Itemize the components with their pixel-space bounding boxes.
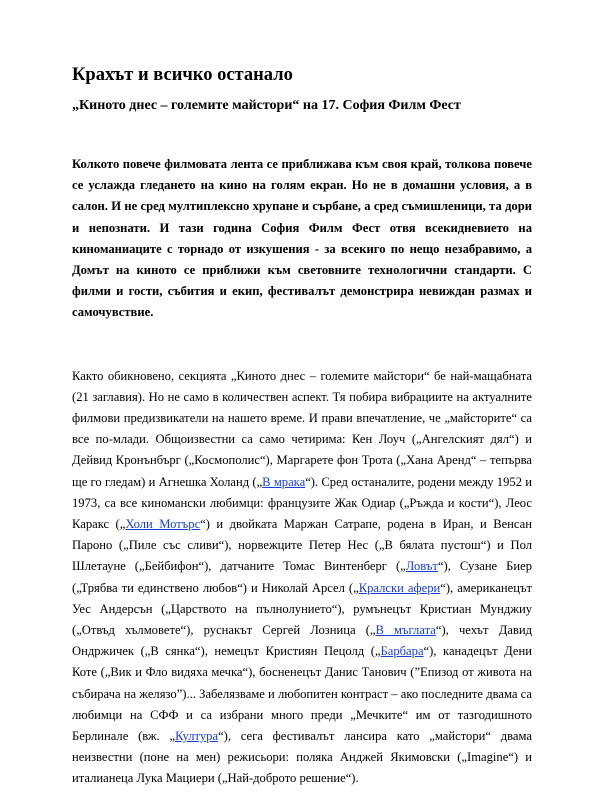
article [72,62,532,790]
body-text: “), Сузане Биер („Трябва ти единствено любов“) и Николай Арсел („ [72,559,532,595]
body-text: “) и двойката Маржан Сатрапе, родена в Иран, и Венсан Пароно („Пиле със сливи“), норвежците Петер Нес („В бялата пустош“) и Пол Шлетауне („Бейбифон“), датчаните Томас Винтенберг („ [72,517,532,574]
lead-paragraph: Колкото повече филмовата лента се приближава към своя край, толкова повече се услажда гледането на кино на голям екран. Но не в домашни условия, а в салон. И не сред мултиплексно хрупане и сърбане, а сред съмишленици, та дори и непознати. И тази година София Филм Фест отвя всекидневието на киноманиаците с торнадо от изкушения - за всекиго по нещо незабравимо, а Домът на киното се приближи към световните технологични стандарти. С филми и гости, събития и екип, фестивалът демонстрира невиждан размах и самочувствие. [72,157,532,320]
body-text: “), чехът Давид Ондржичек („В сянка“), немецът Кристиян Пецолд („ [72,623,532,659]
link-lovat[interactable]: Ловът [405,559,438,574]
body-paragraph [72,366,532,790]
article-title: Крахът и всичко останало [72,65,293,85]
link-barbara[interactable]: Барбара [380,644,424,659]
body-text: “). Сред останалите, родени между 1952 и 1973, са все киномански любимци: французите Жак Одиар („Ръжда и кости“), Леос Каракс („ [72,474,532,532]
body-text: “), американецът Уес Андерсън („Царството на пълнолунието“), румънецът Кристиан Мунджиу („Отвъд хълмовете“), руснакът Сергей Лозница („ [72,580,533,638]
link-kralski-aferi[interactable]: Кралски афери [358,580,441,595]
link-v-maglata[interactable]: В мъглата [375,623,436,638]
body-text: “), сега фестивалът лансира като „майстори“ двама неизвестни (поне на мен) режисьори: поляка Анджей Якимовски („Imagine“) и италианеца Лука Мациери („Най-доброто решение“). [72,729,532,786]
body-text: Както обикновено, секцията „Киното днес – големите майстори“ бе най-мащабната (21 заглавия). Но не само в количествен аспект. Тя побира вибрациите на актуалните филмови предизвикатели на нашето време. И прави впечатление, че „майсторите“ са все по-млади. Общоизвестни са само четирима: Кен Лоуч („Ангелският дял“) и Дейвид Кронънбърг („Космополис“), Маргарете фон Трота („Хана Аренд“ – тепърва ще го гледам) и Агнешка Холанд („ [72,368,532,489]
link-holi-motars[interactable]: Холи Мотърс [125,517,201,532]
link-kultura[interactable]: Култура [175,729,219,744]
body-text: “), канадецът Дени Коте („Вик и Фло видяха мечка“), босненецът Данис Танович (”Епизод от живота на събирача на желязо”)... Забелязваме и любопитен контраст – ако последните двама са любимци на СФФ и са избрани много преди „Мечките“ им от тазгодишното Берлинале (вж. „ [72,644,532,744]
article-subtitle: „Киното днес – големите майстори“ на 17. София Филм Фест [72,98,461,113]
link-v-mraka[interactable]: В мрака [262,474,306,489]
